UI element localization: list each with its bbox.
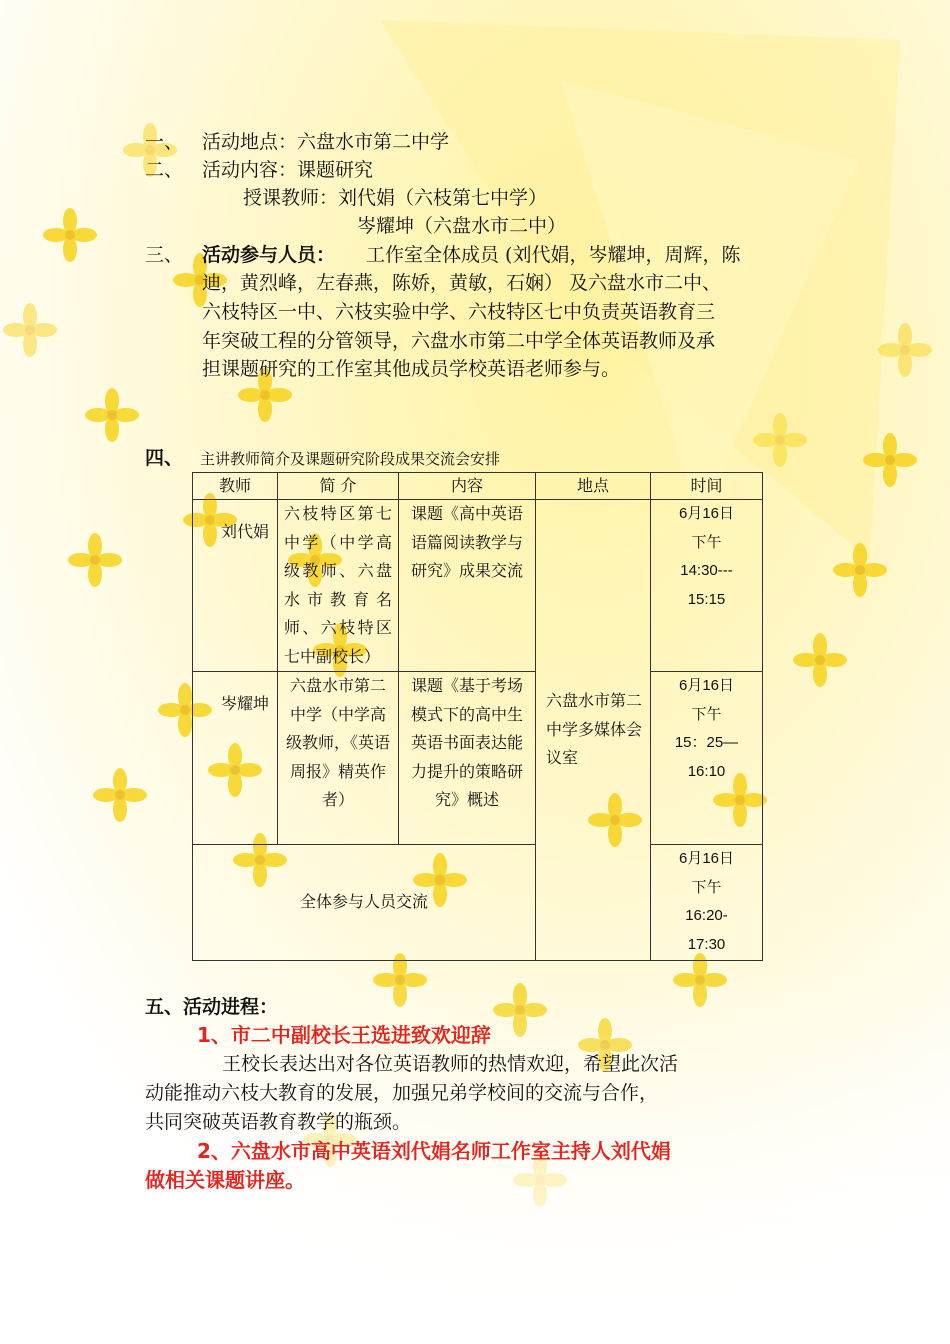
section-number: 一、 (145, 131, 184, 153)
process-title: 五、活动进程： (145, 996, 279, 1018)
header-cell: 时间 (651, 473, 763, 500)
header-cell: 地点 (536, 473, 651, 500)
teacher-line: 授课教师：刘代娟（六枝第七中学） (243, 187, 548, 209)
process-item-1: 1、市二中副校长王选进致欢迎辞 (197, 1023, 491, 1047)
location-line: 活动地点：六盘水市第二中学 (202, 131, 450, 153)
content-line: 活动内容：课题研究 (202, 159, 374, 181)
content-cell: 课题《高中英语语篇阅读教学与研究》成果交流 (399, 500, 536, 672)
location-cell: 六盘水市第二中学多媒体会议室 (536, 500, 651, 961)
teacher-cell: 刘代娟 (193, 500, 278, 672)
time-start: 14:30--- (680, 562, 733, 579)
table-caption: 主讲教师简介及课题研究阶段成果交流会安排 (200, 450, 501, 468)
time-date: 6月16日 (678, 850, 735, 867)
schedule-table (192, 472, 763, 961)
participants-text: 担课题研究的工作室其他成员学校英语老师参与。 (202, 358, 621, 380)
time-cell (651, 500, 763, 672)
content-cell: 课题《基于考场模式下的高中生英语书面表达能力提升的策略研究》概述 (399, 672, 536, 845)
time-end: 15:15 (687, 590, 726, 608)
time-start: 16:20- (685, 907, 728, 924)
teacher-cell: 岑耀坤 (193, 672, 278, 845)
participants-text: 工作室全体成员 (刘代娟，岑耀坤，周辉，陈 (366, 244, 741, 266)
time-end: 16:10 (687, 762, 726, 780)
process-item-2-cont: 做相关课题讲座。 (145, 1168, 305, 1192)
table-header-row (193, 473, 763, 500)
process-text: 王校长表达出对各位英语教师的热情欢迎，希望此次活 (222, 1053, 679, 1075)
time-start: 15：25— (674, 734, 739, 751)
header-cell: 简 介 (278, 473, 399, 500)
merged-cell: 全体参与人员交流 (193, 845, 536, 961)
process-text: 动能推动六枝大教育的发展，加强兄弟学校间的交流与合作， (145, 1082, 659, 1104)
table-row (193, 672, 763, 845)
section-number: 三、 (145, 244, 184, 266)
intro-cell: 六盘水市第二中学（中学高级教师，《英语周报》精英作者） (278, 672, 399, 845)
intro-cell: 六枝特区第七中学（中学高级教师、六盘水市教育名师、六枝特区七中副校长） (278, 500, 399, 672)
time-cell (651, 672, 763, 845)
participants-text: 年突破工程的分管领导，六盘水市第二中学全体英语教师及承 (202, 330, 716, 352)
teacher-line-2: 岑耀坤（六盘水市二中） (357, 215, 567, 237)
process-text: 共同突破英语教育教学的瓶颈。 (145, 1111, 412, 1133)
time-period: 下午 (691, 878, 722, 896)
participants-text: 六枝特区一中、六枝实验中学、六枝特区七中负责英语教育三 (202, 301, 716, 323)
header-cell: 教师 (193, 473, 278, 500)
section-number: 二、 (145, 159, 184, 181)
table-row (193, 845, 763, 961)
table-row (193, 500, 763, 672)
participants-label: 活动参与人员： (202, 244, 336, 266)
time-date: 6月16日 (678, 505, 735, 522)
time-cell (651, 845, 763, 961)
time-period: 下午 (691, 705, 722, 723)
section-number: 四、 (145, 447, 184, 469)
participants-text: 迪，黄烈峰，左春燕，陈娇，黄敏，石娴） 及六盘水市二中、 (202, 272, 722, 294)
time-end: 17:30 (687, 935, 726, 953)
process-item-2: 2、六盘水市高中英语刘代娟名师工作室主持人刘代娟 (197, 1139, 671, 1163)
header-cell: 内容 (399, 473, 536, 500)
time-date: 6月16日 (678, 677, 735, 694)
time-period: 下午 (691, 533, 722, 551)
